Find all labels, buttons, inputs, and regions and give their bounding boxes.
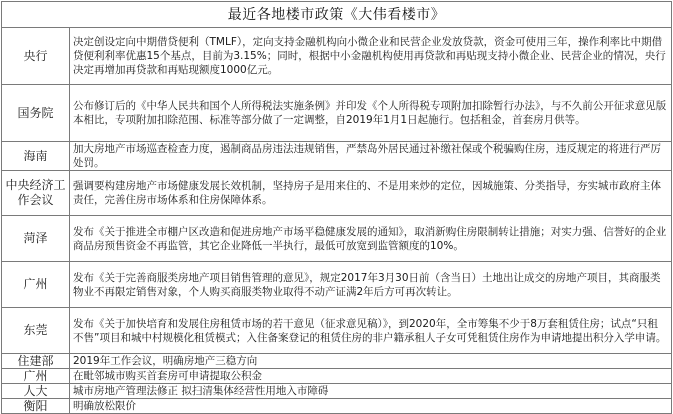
table-row xyxy=(2,262,672,308)
region-cell: 菏泽 xyxy=(2,216,70,262)
policy-table xyxy=(1,27,672,414)
policy-cell: 在毗邻城市购买首套房可申请提取公积金 xyxy=(70,369,672,384)
region-cell: 国务院 xyxy=(2,85,70,142)
region-cell: 央行 xyxy=(2,28,70,85)
table-row xyxy=(2,28,672,85)
region-cell: 东莞 xyxy=(2,308,70,354)
page-title: 最近各地楼市政策《大伟看楼市》 xyxy=(1,1,672,27)
region-cell: 中央经济工作会议 xyxy=(2,171,70,216)
region-cell: 广州 xyxy=(2,262,70,308)
policy-cell: 明确放松限价 xyxy=(70,399,672,414)
policy-cell: 发布《关于完善商服类房地产项目销售管理的意见》，规定2017年3月30日前（含当日）土地出让成交的房地产项目，其商服类物业不再限定销售对象，个人购买商服类物业取得不动产证满2年后方可再次转让。 xyxy=(70,262,672,308)
policy-cell: 2019年工作会议，明确房地产三稳方向 xyxy=(70,354,672,369)
table-row xyxy=(2,369,672,384)
policy-cell: 加大房地产市场巡查检查力度，遏制商品房违法违规销售，严禁岛外居民通过补缴社保或个税骗购住房，违反规定的将进行严厉处罚。 xyxy=(70,142,672,171)
policy-cell: 发布《关于加快培育和发展住房租赁市场的若干意见（征求意见稿）》，到2020年，全市筹集不少于8万套租赁住房；试点“只租不售”项目和城中村规模化租赁模式；入住备案登记的租赁住房的非户籍承租人子女可凭租赁住房作为申请地提出积分入学申请。 xyxy=(70,308,672,354)
region-cell: 人大 xyxy=(2,384,70,399)
table-row xyxy=(2,308,672,354)
table-row xyxy=(2,142,672,171)
table-row xyxy=(2,399,672,414)
policy-cell: 城市房地产管理法修正 拟扫清集体经营性用地入市障碍 xyxy=(70,384,672,399)
policy-cell: 强调要构建房地产市场健康发展长效机制，坚持房子是用来住的、不是用来炒的定位，因城施策、分类指导，夯实城市政府主体责任，完善住房市场体系和住房保障体系。 xyxy=(70,171,672,216)
region-cell: 海南 xyxy=(2,142,70,171)
table-row xyxy=(2,354,672,369)
policy-cell: 发布《关于推进全市棚户区改造和促进房地产市场平稳健康发展的通知》，取消新购住房限制转让措施；对实力强、信誉好的企业商品房预售资金不再监管，其它企业降低一半执行，最低可放宽到监管额度的10%。 xyxy=(70,216,672,262)
policy-document xyxy=(1,1,672,413)
region-cell: 住建部 xyxy=(2,354,70,369)
policy-cell: 决定创设定向中期借贷便利（TMLF），定向支持金融机构向小微企业和民营企业发放贷款，资金可使用三年，操作利率比中期借贷便利利率优惠15个基点，目前为3.15%；同时，根据中小金融机构使用再贷款和再贴现支持小微企业、民营企业的情况，央行决定再增加再贷款和再贴现额度1000亿元。 xyxy=(70,28,672,85)
table-row xyxy=(2,384,672,399)
table-row xyxy=(2,171,672,216)
region-cell: 广州 xyxy=(2,369,70,384)
table-row xyxy=(2,216,672,262)
region-cell: 衡阳 xyxy=(2,399,70,414)
policy-cell: 公布修订后的《中华人民共和国个人所得税法实施条例》并印发《个人所得税专项附加扣除暂行办法》，与不久前公开征求意见版本相比，专项附加扣除范围、标准等部分做了一定调整，自2019年1月1日起施行。包括租金，首套房月供等。 xyxy=(70,85,672,142)
table-row xyxy=(2,85,672,142)
